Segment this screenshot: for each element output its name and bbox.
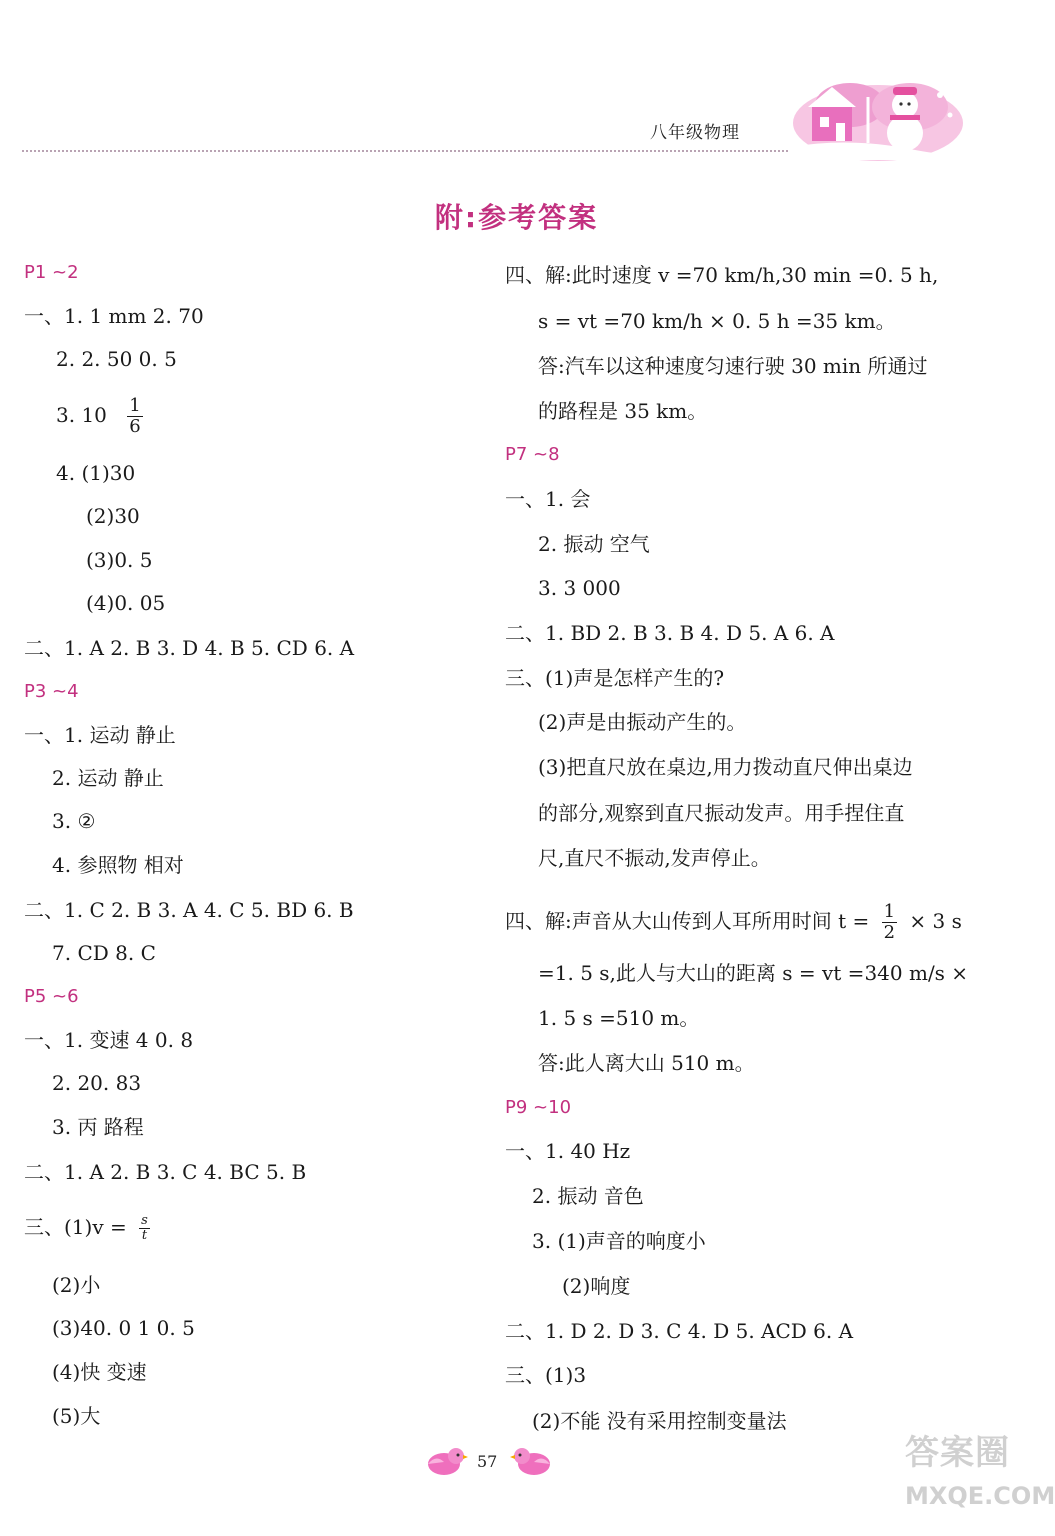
- answer-line: 2. 2. 50 0. 5: [56, 347, 177, 371]
- page-number: 57: [477, 1452, 498, 1471]
- answer-line: 一、1. 运动 静止: [24, 723, 176, 747]
- section-p9-10: P9 ~10: [505, 1097, 572, 1118]
- answer-line: =1. 5 s,此人与大山的距离 s = vt =340 m/s ×: [538, 961, 969, 985]
- answer-line: s = vt =70 km/h × 0. 5 h =35 km。: [538, 309, 896, 333]
- bird-right-icon: [510, 1446, 556, 1478]
- fraction-one-half: [882, 902, 897, 943]
- answer-line: 三、(1)声是怎样产生的?: [505, 666, 725, 690]
- watermark-logo: [905, 1425, 1055, 1533]
- section-p3-4: P3 ~4: [24, 681, 79, 702]
- answer-line: (3)0. 5: [86, 548, 153, 572]
- fraction-s-over-t: [139, 1214, 150, 1243]
- answer-line: 2. 振动 音色: [532, 1184, 644, 1208]
- answer-line: 2. 20. 83: [52, 1071, 142, 1095]
- answer-line: 的路程是 35 km。: [538, 399, 708, 423]
- answer-line: 3. 3 000: [538, 576, 621, 600]
- subject-label: 八年级物理: [650, 123, 740, 143]
- answer-line: 2. 运动 静止: [52, 766, 164, 790]
- header-divider: [22, 150, 792, 152]
- answer-line: (2)30: [86, 504, 140, 528]
- fraction-numerator: 1: [129, 395, 141, 416]
- answer-line: (3)把直尺放在桌边,用力拨动直尺伸出桌边: [538, 755, 913, 779]
- answer-line: 一、1. 会: [505, 487, 591, 511]
- answer-line: 2. 振动 空气: [538, 532, 650, 556]
- answer-line: 3. 丙 路程: [52, 1115, 144, 1139]
- answer-line: 4. 参照物 相对: [52, 853, 184, 877]
- section-p7-8: P7 ~8: [505, 444, 560, 465]
- answer-line: 答:此人离大山 510 m。: [538, 1051, 755, 1075]
- answer-line: 一、1. 1 mm 2. 70: [24, 304, 204, 328]
- answer-line: 二、1. BD 2. B 3. B 4. D 5. A 6. A: [505, 621, 835, 645]
- answer-line: 四、解:此时速度 v =70 km/h,30 min =0. 5 h,: [505, 263, 939, 287]
- answer-line: (3)40. 0 1 0. 5: [52, 1316, 195, 1340]
- answer-line: 二、1. A 2. B 3. C 4. BC 5. B: [24, 1160, 307, 1184]
- answer-line: 3. ②: [52, 809, 96, 833]
- answer-line: 4. (1)30: [56, 461, 136, 485]
- answer-line-with-fraction: [56, 396, 149, 437]
- answer-line: 1. 5 s =510 m。: [538, 1006, 700, 1030]
- answer-line: 三、(1)3: [505, 1363, 587, 1387]
- answer-text: 三、(1)v =: [24, 1215, 127, 1239]
- fraction-denominator: 6: [129, 416, 141, 437]
- answer-text: 3. 10: [56, 403, 107, 427]
- answer-line-with-fraction: [24, 1214, 156, 1243]
- answer-line: (5)大: [52, 1404, 101, 1428]
- watermark-url: MXQE.COM: [905, 1482, 1055, 1510]
- answer-line: 答:汽车以这种速度匀速行驶 30 min 所通过: [538, 354, 928, 378]
- answer-text: × 3 s: [909, 909, 962, 933]
- answer-line: (4)0. 05: [86, 591, 166, 615]
- fraction-numerator: 1: [883, 901, 896, 922]
- section-p1-2: P1 ~2: [24, 262, 79, 283]
- answer-line: 二、1. C 2. B 3. A 4. C 5. BD 6. B: [24, 898, 354, 922]
- answer-line: 二、1. A 2. B 3. D 4. B 5. CD 6. A: [24, 636, 355, 660]
- fraction-one-sixth: [127, 396, 142, 437]
- fraction-denominator: 2: [883, 922, 896, 943]
- answer-line: 一、1. 变速 4 0. 8: [24, 1028, 194, 1052]
- answer-text: 四、解:声音从大山传到人耳所用时间 t =: [505, 909, 870, 933]
- section-p5-6: P5 ~6: [24, 986, 79, 1007]
- watermark-text: 答案圈: [905, 1433, 1010, 1473]
- answer-line: 一、1. 40 Hz: [505, 1139, 631, 1163]
- answer-line: (2)小: [52, 1273, 101, 1297]
- snowman-house-illustration: [790, 75, 965, 160]
- answer-line: (2)响度: [562, 1274, 631, 1298]
- answer-line: (4)快 变速: [52, 1360, 147, 1384]
- bird-left-icon: [422, 1446, 468, 1478]
- answer-line: (2)不能 没有采用控制变量法: [532, 1409, 787, 1433]
- fraction-numerator: s: [141, 1213, 148, 1228]
- answer-line: (2)声是由振动产生的。: [538, 710, 747, 734]
- answer-line: 7. CD 8. C: [52, 941, 156, 965]
- fraction-denominator: t: [141, 1228, 148, 1243]
- page-title: 附:参考答案: [434, 201, 599, 234]
- answer-line: 的部分,观察到直尺振动发声。用手捏住直: [538, 801, 905, 825]
- answer-line: 尺,直尺不振动,发声停止。: [538, 846, 771, 870]
- answer-line-with-fraction: [505, 902, 962, 943]
- answer-line: 二、1. D 2. D 3. C 4. D 5. ACD 6. A: [505, 1319, 854, 1343]
- answer-line: 3. (1)声音的响度小: [532, 1229, 706, 1253]
